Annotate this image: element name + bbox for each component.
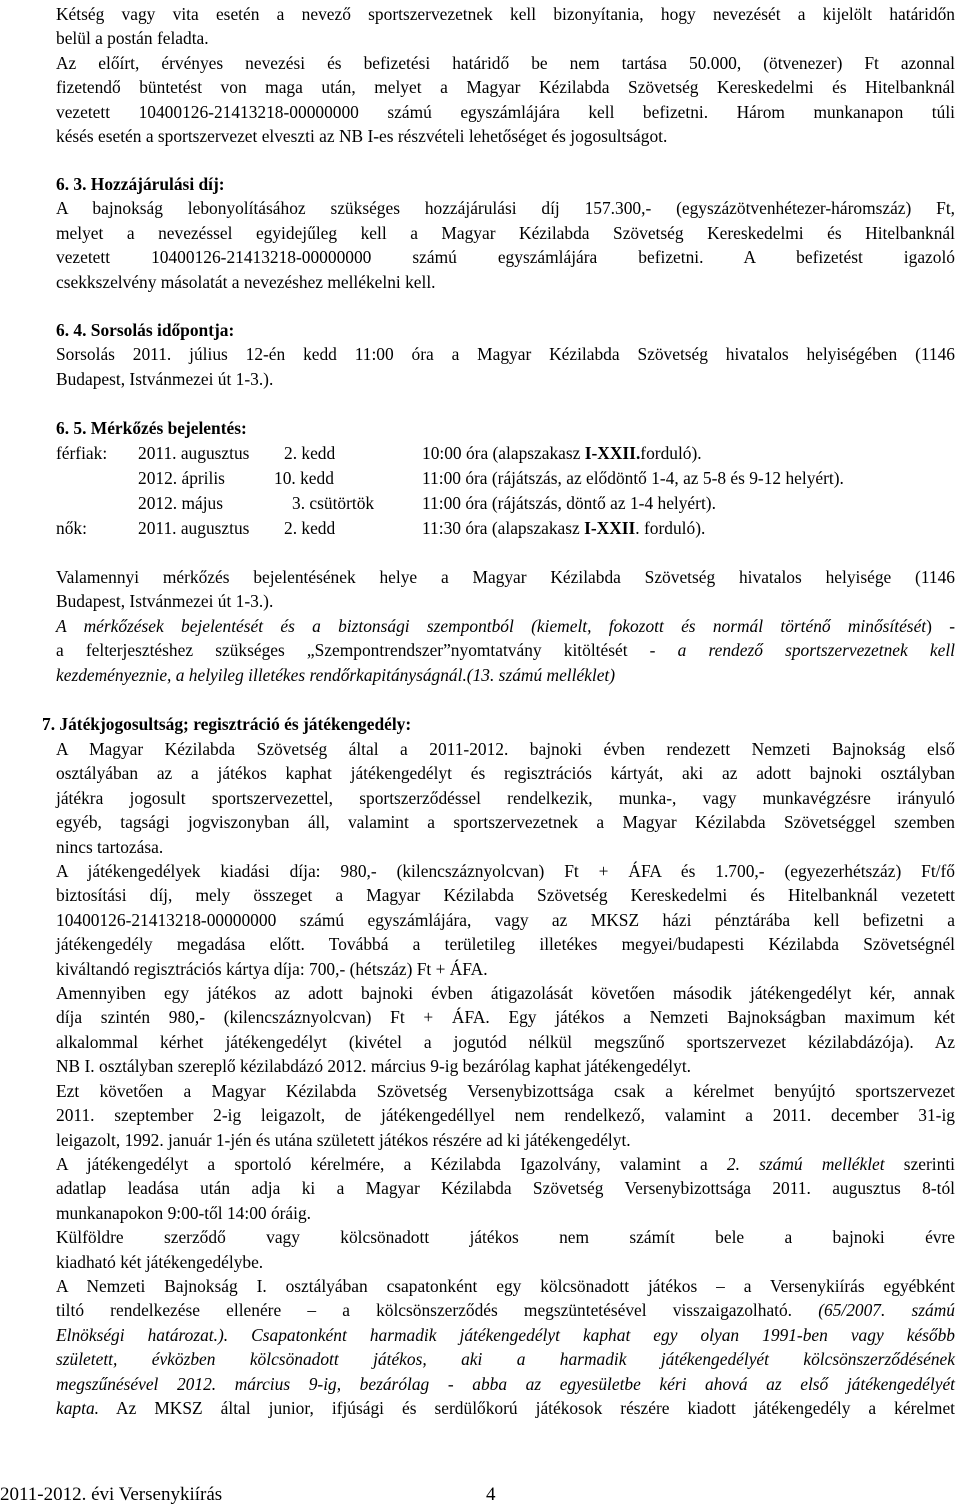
section-7-body (56, 737, 955, 1420)
text-line: egyéb, tagsági jogviszonyban áll, valamint a sportszervezetnek a Magyar Kézilabda Szövetséggel szemben (56, 812, 955, 833)
text-line: adatlap leadása után adja ki a Magyar Kézilabda Szövetség Versenybizottsága 2011. augusztus 8-tól (56, 1178, 955, 1199)
text-line: NB I. osztályban szereplő kézilabdázó 2012. március 9-ig bezárólag kaphat játékengedélyt. (56, 1056, 691, 1077)
text-line: A bajnokság lebonyolításához szükséges hozzájárulási díj 157.300,- (egyszázötvenhétezer-háromszáz) Ft, (56, 198, 955, 219)
schedule-round: I-XXII. (584, 443, 641, 463)
italic-text: (65/2007. számú (818, 1300, 955, 1321)
schedule-label: férfiak: (56, 443, 108, 463)
text-line: fizetendő büntetést von maga után, melyet a Magyar Kézilabda Szövetség Kereskedelmi és Hitelbanknál (56, 77, 955, 98)
text-span: Az MKSZ által junior, ifjúsági és serdülőkorú játékosok részére kiadott játékengedély a kérelmet (98, 1397, 955, 1418)
text-span: szerinti (884, 1153, 955, 1174)
text-line: díja szintén 980,- (kilencszáznyolcvan) Ft + ÁFA. Egy játékos a Nemzeti Bajnokságban maximum két (56, 1007, 955, 1028)
text-line (56, 638, 955, 662)
schedule-date: 2012. április (138, 468, 225, 488)
text-line: vezetett 10400126-21413218-00000000 számú egyszámlájára kell befizetni. Három munkanapon túli (56, 101, 955, 122)
italic-text: kapta. (56, 1397, 99, 1418)
text-line: A Nemzeti Bajnokság I. osztályában csapatonként egy kölcsönadott játékos – a Versenykiírás egyébként (56, 1275, 955, 1296)
section-6-4 (56, 318, 955, 391)
text-line: játékengedély megadása előtt. Továbbá a területileg illetékes megyei/budapesti Kézilabda Szövetségnél (56, 934, 955, 955)
schedule-time: 11:00 óra (rájátszás, az elődöntő 1-4, az 5-8 és 9-12 helyért). (422, 468, 844, 488)
schedule-time-text: 11:30 óra (alapszakasz (422, 518, 585, 538)
schedule-date: 2012. május (138, 493, 224, 513)
text-line: kiadható két játékengedélybe. (56, 1251, 264, 1272)
schedule-time (422, 441, 702, 465)
schedule-time (422, 516, 705, 540)
text-line: melyet a nevezéssel egyidejűleg kell a Magyar Kézilabda Szövetség Kereskedelmi és Hitelbanknál (56, 222, 955, 243)
footer-title: 2011-2012. évi Versenykiírás (0, 1484, 223, 1505)
text-line: Valamennyi mérkőzés bejelentésének helye a Magyar Kézilabda Szövetség hivatalos helyisége (1146 (56, 567, 955, 587)
section-number: 6. 4. (56, 320, 87, 340)
text-line: osztályában az a játékos kaphat játékengedélyt és regisztrációs kártyát, aki az adott bajnoki osztályban (56, 763, 955, 784)
section-title: Hozzájárulási díj: (90, 174, 225, 194)
text-line: A Magyar Kézilabda Szövetség által a 2011-2012. bajnoki évben rendezett Nemzeti Bajnokság első (56, 739, 955, 759)
section-title: Mérkőzés bejelentés: (90, 418, 247, 438)
schedule-time-tail: forduló). (640, 443, 702, 463)
schedule-round: I-XXII (584, 518, 636, 538)
section-6-3 (56, 172, 955, 294)
schedule-time: 11:00 óra (rájátszás, döntő az 1-4 helyért). (422, 493, 716, 513)
italic-text: a rendező sportszervezetnek kell (677, 640, 955, 661)
text-span: A játékengedélyt a sportoló kérelmére, a Kézilabda Igazolvány, valamint a (56, 1153, 727, 1174)
text-line: kiváltandó regisztrációs kártya díja: 700,- (hétszáz) Ft + ÁFA. (56, 958, 488, 979)
text-line: nincs tartozása. (56, 836, 164, 857)
schedule-day: 10. kedd (274, 468, 334, 488)
text-line: csekkszelvény másolatát a nevezéshez mellékelni kell. (56, 271, 436, 292)
schedule-time-tail: . forduló). (635, 518, 706, 538)
section-heading: 7. Játékjogosultság; regisztráció és játékengedély: (42, 714, 412, 734)
text-line (56, 1298, 955, 1322)
text-line: kezdeményeznie, a helyileg illetékes rendőrkapitányságnál.(13. számú melléklet) (56, 664, 616, 685)
schedule-date: 2011. augusztus (138, 518, 250, 538)
text-line: Kétség vagy vita esetén a nevező sportszervezetnek kell bizonyítania, hogy nevezését a kijelölt határidőn (56, 4, 955, 24)
section-6-5 (56, 416, 955, 440)
text-line (56, 614, 955, 638)
section-title: Sorsolás időpontja: (90, 320, 235, 340)
text-line: Az előírt, érvényes nevezési és befizetési határidő be nem tartása 50.000, (ötvenezer) Ft azonnal (56, 52, 955, 73)
schedule-time-text: 10:00 óra (alapszakasz (422, 443, 585, 463)
section-number: 6. 5. (56, 418, 87, 438)
text-line: leigazolt, 1992. január 1-jén és utána született játékos részére ad ki játékengedélyt. (56, 1129, 631, 1150)
schedule-date: 2011. augusztus (138, 443, 250, 463)
section-7 (42, 712, 955, 736)
text-line: született, évközben kölcsönadott játékos, aki a harmadik játékengedélyét kölcsönszerződésének (56, 1349, 955, 1370)
schedule-day: 3. csütörtök (292, 493, 375, 513)
italic-text: A mérkőzések bejelentését és a biztonsági szempontból (kiemelt, fokozott és normál történő minősítését (56, 615, 927, 636)
text-line: belül a postán feladta. (56, 28, 209, 49)
text-line: 10400126-21413218-00000000 számú egyszámlájára, vagy az MKSZ házi pénztárába kell befizetni a (56, 909, 955, 930)
text-line (56, 1152, 955, 1176)
text-span: ) - (926, 615, 955, 636)
text-line: Budapest, Istvánmezei út 1-3.). (56, 368, 274, 389)
text-line: Ezt követően a Magyar Kézilabda Szövetség Versenybizottsága csak a kérelmet benyújtó sportszervezet (56, 1080, 955, 1101)
schedule-day: 2. kedd (284, 443, 336, 463)
text-line: Amennyiben egy játékos az adott bajnoki évben átigazolását követően második játékengedélyt kér, annak (56, 983, 955, 1004)
text-line: késés esetén a sportszervezet elveszti az NB I-es részvételi lehetőséget és jogosultságot. (56, 126, 668, 147)
italic-text: 2. számú melléklet (726, 1153, 885, 1174)
text-line: munkanapokon 9:00-től 14:00 óráig. (56, 1202, 312, 1223)
text-line: alkalommal kérhet játékengedélyt (kivétel a jogutód nélkül megszűnő sportszervezet kézilabdázója). Az (56, 1031, 955, 1052)
text-line: Budapest, Istvánmezei út 1-3.). (56, 591, 274, 612)
announcement-place (56, 565, 955, 687)
text-line: vezetett 10400126-21413218-00000000 számú egyszámlájára befizetni. A befizetést igazoló (56, 247, 955, 268)
page-number: 4 (486, 1484, 496, 1505)
text-line (56, 1396, 955, 1420)
text-span: tiltó rendelkezése ellenére – a kölcsönszerződés megszüntetésével visszaigazolható. (56, 1300, 819, 1321)
intro-paragraph (56, 2, 955, 148)
text-line: játékra jogosult sportszervezettel, sportszerződéssel rendelkezik, munka-, vagy munkavégzésre irányuló (56, 787, 955, 808)
text-line: Sorsolás 2011. július 12-én kedd 11:00 óra a Magyar Kézilabda Szövetség hivatalos helyiségében (1146 (56, 344, 955, 365)
text-line: biztosítási díj, mely összeget a Magyar Kézilabda Szövetség Kereskedelmi és Hitelbanknál vezetett (56, 885, 955, 906)
section-number: 6. 3. (56, 174, 87, 194)
text-line: Külföldre szerződő vagy kölcsönadott játékos nem számít bele a bajnoki évre (56, 1227, 955, 1248)
text-line: 2011. szeptember 2-ig leigazolt, de játékengedéllyel nem rendelkező, valamint a 2011. december 31-ig (56, 1105, 955, 1126)
section-heading (56, 416, 955, 440)
section-heading (56, 172, 955, 196)
section-heading (56, 318, 955, 342)
text-line: A játékengedélyek kiadási díja: 980,- (kilencszáznyolcvan) Ft + ÁFA és 1.700,- (egyezerhétszáz) Ft/fő (56, 861, 955, 882)
text-line: Elnökségi határozat.). Csapatonként harmadik játékengedélyt kaphat egy olyan 1991-ben vagy később (56, 1324, 955, 1345)
text-line: megszűnésével 2012. március 9-ig, bezárólag - abba az egyesületbe kéri ahová az első játékengedélyét (56, 1373, 955, 1394)
schedule-label: nők: (56, 518, 87, 538)
schedule-day: 2. kedd (284, 518, 336, 538)
text-span: a felterjesztéshez szükséges „Szempontrendszer”nyomtatvány kitöltését - (56, 640, 678, 661)
